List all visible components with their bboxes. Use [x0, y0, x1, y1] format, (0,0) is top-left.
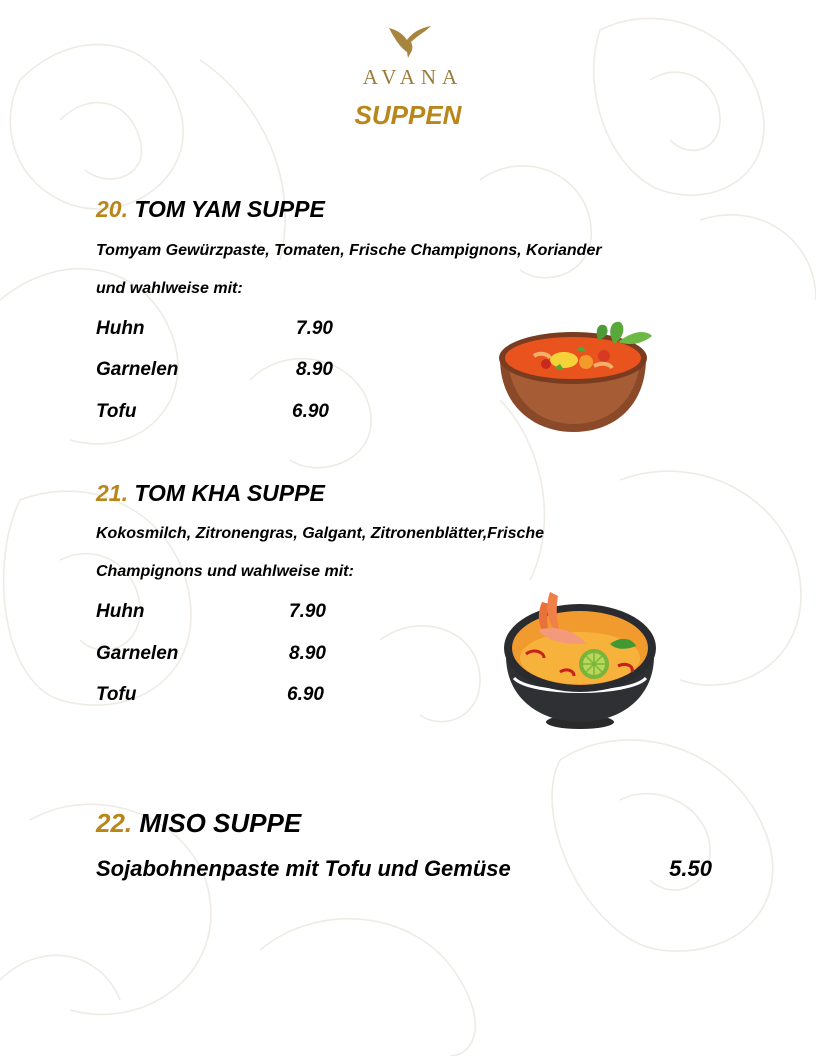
option-price: 8.90 [296, 359, 333, 380]
menu-item-description: Champignons und wahlweise mit: [96, 563, 354, 580]
option-label: Tofu [96, 684, 137, 705]
option-label: Garnelen [96, 643, 179, 664]
brand-name: AVANA [362, 65, 464, 89]
option-label: Tofu [96, 401, 137, 422]
menu-item-number: 21. [96, 480, 128, 506]
option-label: Garnelen [96, 359, 179, 380]
menu-item-price: 5.50 [669, 856, 712, 881]
option-label: Huhn [96, 318, 145, 339]
tom-yam-bowl-illustration [494, 316, 658, 436]
menu-item-description: und wahlweise mit: [96, 280, 243, 297]
option-price: 6.90 [292, 401, 329, 422]
page-title: SUPPEN [354, 100, 462, 130]
menu-item-description: Tomyam Gewürzpaste, Tomaten, Frische Champignons, Koriander [96, 242, 602, 259]
menu-item-name: MISO SUPPE [139, 808, 302, 838]
option-price: 7.90 [289, 601, 326, 622]
tom-kha-bowl-illustration [500, 586, 660, 732]
menu-item-name: TOM KHA SUPPE [134, 480, 325, 506]
menu-item-description: Kokosmilch, Zitronengras, Galgant, Zitronenblätter,Frische [96, 525, 545, 542]
menu-item-line [96, 856, 712, 882]
option-label: Huhn [96, 601, 145, 622]
menu-item-name: TOM YAM SUPPE [134, 196, 325, 222]
option-price: 7.90 [296, 318, 333, 339]
option-price: 8.90 [289, 643, 326, 664]
menu-item-title [96, 808, 301, 839]
menu-item-title [96, 196, 325, 223]
menu-item-number: 22. [96, 808, 133, 838]
menu-item-number: 20. [96, 196, 128, 222]
menu-item-description: Sojabohnenpaste mit Tofu und Gemüse [96, 856, 511, 881]
option-price: 6.90 [287, 684, 324, 705]
hummingbird-logo-icon [383, 24, 437, 58]
brand-logo [348, 24, 472, 90]
menu-item-title [96, 480, 325, 507]
